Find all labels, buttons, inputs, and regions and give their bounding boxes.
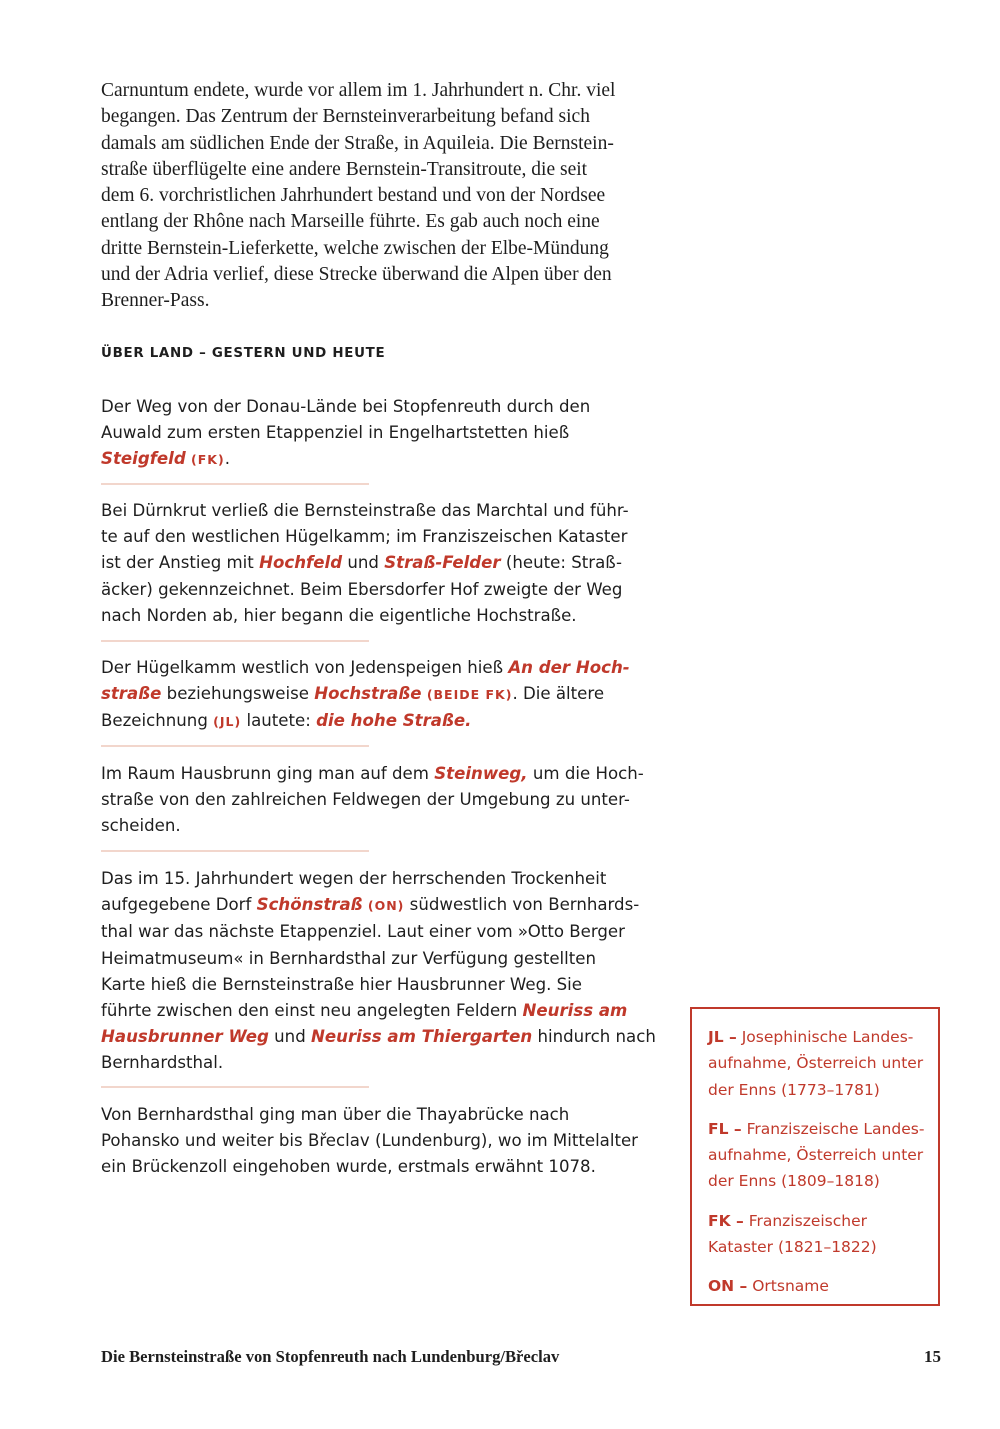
legend-line — [708, 1024, 926, 1050]
text-fragment: beziehungsweise — [166, 684, 309, 704]
legend-line: aufnahme, Österreich unter — [708, 1146, 924, 1165]
text-line: straße von den zahlreichen Feldwegen der Umgebung zu unter- — [101, 790, 630, 810]
text-fragment: (heute: Straß- — [505, 553, 622, 573]
legend-entry-jl — [708, 1024, 926, 1103]
legend-entry-fl — [708, 1116, 926, 1195]
legend-entry-fk — [708, 1208, 926, 1261]
text-line: thal war das nächste Etappenziel. Laut einer vom »Otto Berger — [101, 922, 625, 942]
intro-line: und der Adria verlief, diese Strecke überwand die Alpen über den — [101, 264, 612, 286]
intro-line: straße überflügelte eine andere Bernstein-Transitroute, die seit — [101, 158, 588, 180]
divider — [101, 1086, 369, 1088]
text-fragment: und — [347, 553, 379, 573]
text-fragment: südwestlich von Bernhards- — [409, 895, 640, 915]
paragraph-duernkrut — [101, 498, 661, 629]
paragraph-stopfenreuth — [101, 394, 661, 474]
text-fragment: aufgegebene Dorf — [101, 895, 252, 915]
place-name: Neuriss am — [522, 1001, 628, 1021]
intro-line: dritte Bernstein-Lieferkette, welche zwischen der Elbe-Mündung — [101, 237, 609, 259]
place-name: die hohe Straße. — [316, 711, 472, 731]
running-footer-title: Die Bernsteinstraße von Stopfenreuth nach Lundenburg/Břeclav — [101, 1347, 560, 1366]
text-line — [101, 655, 661, 681]
intro-line: begangen. Das Zentrum der Bernsteinverarbeitung befand sich — [101, 106, 590, 128]
place-name: Straß-Felder — [384, 553, 501, 573]
text-line: Bei Dürnkrut verließ die Bernsteinstraße das Marchtal und führ- — [101, 501, 629, 520]
text-line: Heimatmuseum« in Bernhardsthal zur Verfügung gestellten — [101, 948, 597, 968]
intro-line: dem 6. vorchristlichen Jahrhundert bestand und von der Nordsee — [101, 185, 606, 207]
legend-line — [708, 1116, 926, 1142]
text-line — [101, 446, 661, 473]
abbreviation-legend — [690, 1007, 940, 1306]
legend-code: FK – — [708, 1211, 744, 1230]
text-line — [101, 1024, 661, 1050]
paragraph-schoenstrass — [101, 866, 661, 1077]
text-line: Von Bernhardsthal ging man über die Thayabrücke nach — [101, 1105, 570, 1124]
text-line: Auwald zum ersten Etappenziel in Engelhartstetten hieß — [101, 423, 570, 443]
paragraph-hausbrunn — [101, 761, 661, 840]
text-line — [101, 892, 661, 919]
source-abbreviation: (JL) — [213, 714, 242, 730]
text-fragment: Im Raum Hausbrunn ging man auf dem — [101, 764, 429, 783]
legend-text: Franziszeische Landes- — [746, 1119, 925, 1138]
place-name: Hausbrunner Weg — [101, 1027, 269, 1047]
divider — [101, 483, 369, 485]
paragraph-breclav — [101, 1102, 661, 1181]
legend-text: Franziszeischer — [748, 1211, 867, 1230]
legend-text: Josephinische Landes- — [741, 1028, 914, 1046]
place-name: Steigfeld — [101, 449, 186, 469]
text-line: nach Norden ab, hier begann die eigentliche Hochstraße. — [101, 605, 577, 625]
intro-line: entlang der Rhône nach Marseille führte. Es gab auch noch eine — [101, 211, 600, 233]
intro-line: Carnuntum endete, wurde vor allem im 1. Jahrhundert n. Chr. viel — [101, 80, 616, 101]
divider — [101, 640, 369, 642]
text-line — [101, 550, 661, 576]
legend-code: FL – — [708, 1119, 742, 1138]
place-name: straße — [101, 684, 162, 704]
legend-line — [708, 1208, 926, 1234]
text-fragment: hindurch nach — [537, 1027, 656, 1047]
text-fragment: lautete: — [246, 711, 311, 731]
legend-entry-on — [708, 1273, 926, 1299]
page-number: 15 — [924, 1347, 941, 1366]
divider — [101, 745, 369, 747]
place-name: Hochfeld — [259, 553, 343, 573]
text-fragment: Der Hügelkamm westlich von Jedenspeigen hieß — [101, 658, 504, 677]
source-abbreviation: (FK) — [191, 452, 225, 468]
divider — [101, 850, 369, 852]
text-line — [101, 681, 661, 708]
place-name: An der Hoch- — [508, 658, 630, 677]
paragraph-jedenspeigen — [101, 655, 661, 736]
text-line: te auf den westlichen Hügelkamm; im Franziszeischen Kataster — [101, 527, 628, 547]
section-heading: ÜBER LAND – GESTERN UND HEUTE — [101, 346, 386, 361]
text-line: äcker) gekennzeichnet. Beim Ebersdorfer Hof zweigte der Weg — [101, 579, 623, 599]
legend-line: Kataster (1821–1822) — [708, 1238, 877, 1257]
legend-line: aufnahme, Österreich unter — [708, 1054, 924, 1073]
text-line — [101, 761, 661, 787]
source-abbreviation: (ON) — [367, 898, 405, 914]
text-fragment: um die Hoch- — [532, 764, 644, 783]
text-fragment: Bezeichnung — [101, 711, 208, 731]
legend-text: Ortsname — [752, 1277, 829, 1296]
legend-line: der Enns (1773–1781) — [708, 1080, 880, 1099]
text-fragment: führte zwischen den einst neu angelegten Feldern — [101, 1001, 518, 1021]
text-line: Pohansko und weiter bis Břeclav (Lundenburg), wo im Mittelalter — [101, 1131, 638, 1151]
text-line: Karte hieß die Bernsteinstraße hier Hausbrunner Weg. Sie — [101, 974, 582, 994]
place-name: Hochstraße — [314, 684, 422, 704]
legend-line: der Enns (1809–1818) — [708, 1172, 880, 1191]
intro-line: Brenner-Pass. — [101, 290, 210, 312]
punctuation: . — [224, 449, 230, 469]
place-name: Schönstraß — [256, 895, 363, 915]
legend-code: JL – — [708, 1028, 737, 1046]
text-line: Bernhardsthal. — [101, 1053, 224, 1073]
text-fragment: ist der Anstieg mit — [101, 553, 254, 573]
source-abbreviation: (BEIDE FK) — [426, 687, 513, 703]
legend-code: ON – — [708, 1277, 748, 1296]
text-fragment: . Die ältere — [512, 684, 605, 704]
text-line: Der Weg von der Donau-Lände bei Stopfenreuth durch den — [101, 397, 591, 416]
text-line: Das im 15. Jahrhundert wegen der herrschenden Trockenheit — [101, 869, 607, 888]
intro-paragraph — [101, 78, 661, 315]
place-name: Neuriss am Thiergarten — [311, 1027, 533, 1047]
legend-line — [708, 1273, 926, 1299]
text-fragment: und — [274, 1027, 306, 1047]
text-line: scheiden. — [101, 816, 181, 836]
text-line: ein Brückenzoll eingehoben wurde, erstmals erwähnt 1078. — [101, 1157, 596, 1177]
text-line — [101, 708, 661, 735]
intro-line: damals am südlichen Ende der Straße, in Aquileia. Die Bernstein- — [101, 132, 614, 154]
text-line — [101, 998, 661, 1024]
place-name: Steinweg, — [434, 764, 528, 783]
